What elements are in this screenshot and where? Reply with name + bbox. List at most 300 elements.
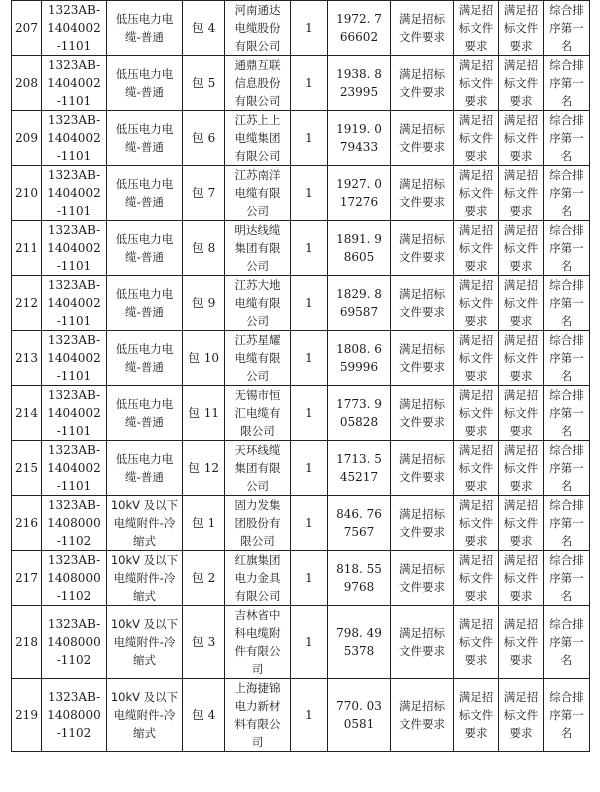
ranking-cell-line: 名 bbox=[560, 589, 573, 603]
item-name-cell-line: 低压电力电 bbox=[115, 232, 174, 246]
commercial-cell-line: 要求 bbox=[464, 259, 488, 273]
price-cell-line: 1927. 0 bbox=[336, 177, 382, 191]
item-name-cell-line: 低压电力电 bbox=[115, 12, 174, 26]
price-cell-line: 846. 76 bbox=[336, 507, 382, 521]
technical-cell bbox=[499, 276, 544, 331]
code-cell-line: 1404002 bbox=[47, 241, 101, 255]
seq-cell: 212 bbox=[12, 276, 42, 331]
quantity-cell: 1 bbox=[291, 221, 328, 276]
ranking-cell-line: 名 bbox=[560, 314, 573, 328]
code-cell bbox=[42, 221, 107, 276]
ranking-cell bbox=[544, 166, 590, 221]
price-cell-line: 05828 bbox=[339, 415, 379, 429]
code-cell bbox=[42, 606, 107, 679]
code-cell-line: -1101 bbox=[56, 149, 92, 163]
qualification-cell bbox=[391, 56, 454, 111]
item-name-cell-line: 10kV 及以下 bbox=[110, 553, 179, 567]
technical-cell-line: 要求 bbox=[509, 534, 533, 548]
company-cell-line: 汇电缆有 bbox=[234, 406, 281, 420]
company-cell-line: 有限公司 bbox=[234, 149, 281, 163]
commercial-cell bbox=[454, 441, 499, 496]
quantity-cell: 1 bbox=[291, 166, 328, 221]
qualification-cell-line: 文件要求 bbox=[399, 195, 445, 209]
item-name-cell-line: 低压电力电 bbox=[115, 342, 174, 356]
commercial-cell-line: 标文件 bbox=[458, 351, 494, 365]
company-cell-line: 集团有限 bbox=[234, 241, 281, 255]
ranking-cell-line: 序第一 bbox=[549, 351, 584, 365]
commercial-cell-line: 标文件 bbox=[458, 635, 494, 649]
code-cell-line: 1323AB- bbox=[47, 113, 101, 127]
commercial-cell bbox=[454, 679, 499, 752]
table-row bbox=[12, 111, 590, 166]
technical-cell-line: 满足招 bbox=[503, 333, 539, 347]
commercial-cell-line: 要求 bbox=[464, 589, 488, 603]
qualification-cell-line: 满足招标 bbox=[399, 699, 445, 713]
code-cell-line: 1323AB- bbox=[47, 690, 101, 704]
technical-cell bbox=[499, 679, 544, 752]
package-cell: 包 4 bbox=[183, 679, 225, 752]
quantity-cell: 1 bbox=[291, 1, 328, 56]
code-cell-line: 1323AB- bbox=[47, 443, 101, 457]
qualification-cell-line: 文件要求 bbox=[399, 250, 445, 264]
qualification-cell-line: 满足招标 bbox=[399, 232, 445, 246]
seq-cell: 215 bbox=[12, 441, 42, 496]
qualification-cell-line: 文件要求 bbox=[399, 30, 445, 44]
company-cell-line: 科电缆附 bbox=[234, 626, 281, 640]
ranking-cell-line: 综合排 bbox=[549, 690, 584, 704]
technical-cell-line: 满足招 bbox=[503, 223, 539, 237]
price-cell-line: 1938. 8 bbox=[336, 67, 382, 81]
ranking-cell-line: 综合排 bbox=[549, 278, 584, 292]
code-cell-line: 1323AB- bbox=[47, 333, 101, 347]
ranking-cell-line: 综合排 bbox=[549, 498, 584, 512]
code-cell-line: 1404002 bbox=[47, 296, 101, 310]
code-cell bbox=[42, 496, 107, 551]
ranking-cell bbox=[544, 679, 590, 752]
code-cell-line: 1408000 bbox=[47, 516, 101, 530]
technical-cell-line: 标文件 bbox=[503, 516, 539, 530]
company-cell bbox=[225, 1, 291, 56]
company-cell-line: 有限公司 bbox=[234, 589, 281, 603]
technical-cell-line: 满足招 bbox=[503, 498, 539, 512]
commercial-cell-line: 标文件 bbox=[458, 296, 494, 310]
quantity-cell: 1 bbox=[291, 496, 328, 551]
company-cell bbox=[225, 111, 291, 166]
item-name-cell-line: 缆-普通 bbox=[125, 140, 164, 154]
technical-cell-line: 标文件 bbox=[503, 635, 539, 649]
package-cell: 包 4 bbox=[183, 1, 225, 56]
company-cell-line: 料有限公 bbox=[234, 717, 281, 731]
item-name-cell bbox=[107, 679, 183, 752]
qualification-cell-line: 满足招标 bbox=[399, 507, 445, 521]
item-name-cell bbox=[107, 221, 183, 276]
ranking-cell-line: 名 bbox=[560, 726, 573, 740]
ranking-cell-line: 综合排 bbox=[549, 58, 584, 72]
table-row bbox=[12, 1, 590, 56]
commercial-cell-line: 满足招 bbox=[458, 443, 494, 457]
price-cell bbox=[328, 679, 391, 752]
quantity-cell: 1 bbox=[291, 551, 328, 606]
technical-cell-line: 要求 bbox=[509, 424, 533, 438]
code-cell-line: -1101 bbox=[56, 369, 92, 383]
item-name-cell-line: 电缆附件-冷 bbox=[113, 708, 176, 722]
ranking-cell-line: 名 bbox=[560, 424, 573, 438]
item-name-cell-line: 缆-普通 bbox=[125, 85, 164, 99]
qualification-cell bbox=[391, 111, 454, 166]
table-row bbox=[12, 606, 590, 679]
item-name-cell bbox=[107, 331, 183, 386]
company-cell bbox=[225, 386, 291, 441]
code-cell-line: 1404002 bbox=[47, 186, 101, 200]
technical-cell bbox=[499, 496, 544, 551]
ranking-cell-line: 序第一 bbox=[549, 571, 584, 585]
code-cell bbox=[42, 386, 107, 441]
commercial-cell-line: 要求 bbox=[464, 94, 488, 108]
price-cell-line: 9768 bbox=[343, 580, 375, 594]
commercial-cell-line: 标文件 bbox=[458, 571, 494, 585]
qualification-cell-line: 文件要求 bbox=[399, 580, 445, 594]
item-name-cell-line: 低压电力电 bbox=[115, 122, 174, 136]
technical-cell-line: 满足招 bbox=[503, 617, 539, 631]
commercial-cell bbox=[454, 56, 499, 111]
commercial-cell-line: 满足招 bbox=[458, 690, 494, 704]
commercial-cell bbox=[454, 386, 499, 441]
ranking-cell-line: 序第一 bbox=[549, 186, 584, 200]
code-cell-line: 1404002 bbox=[47, 406, 101, 420]
code-cell-line: 1323AB- bbox=[47, 3, 101, 17]
price-cell-line: 7567 bbox=[343, 525, 375, 539]
package-cell: 包 10 bbox=[183, 331, 225, 386]
price-cell-line: 69587 bbox=[339, 305, 379, 319]
item-name-cell-line: 低压电力电 bbox=[115, 287, 174, 301]
commercial-cell-line: 标文件 bbox=[458, 21, 494, 35]
seq-cell: 213 bbox=[12, 331, 42, 386]
qualification-cell-line: 文件要求 bbox=[399, 140, 445, 154]
ranking-cell-line: 名 bbox=[560, 534, 573, 548]
seq-cell: 218 bbox=[12, 606, 42, 679]
technical-cell-line: 要求 bbox=[509, 314, 533, 328]
code-cell bbox=[42, 1, 107, 56]
price-cell bbox=[328, 606, 391, 679]
company-cell-line: 电力金具 bbox=[234, 571, 281, 585]
package-cell: 包 11 bbox=[183, 386, 225, 441]
qualification-cell bbox=[391, 166, 454, 221]
company-cell-line: 河南通达 bbox=[234, 3, 281, 17]
qualification-cell-line: 满足招标 bbox=[399, 122, 445, 136]
package-cell: 包 1 bbox=[183, 496, 225, 551]
company-cell-line: 限公司 bbox=[240, 424, 275, 438]
technical-cell-line: 标文件 bbox=[503, 241, 539, 255]
technical-cell-line: 标文件 bbox=[503, 76, 539, 90]
code-cell-line: -1102 bbox=[56, 589, 92, 603]
commercial-cell bbox=[454, 551, 499, 606]
ranking-cell bbox=[544, 441, 590, 496]
code-cell-line: 1323AB- bbox=[47, 168, 101, 182]
package-cell: 包 12 bbox=[183, 441, 225, 496]
commercial-cell-line: 满足招 bbox=[458, 553, 494, 567]
company-cell-line: 电力新材 bbox=[234, 699, 281, 713]
code-cell-line: -1101 bbox=[56, 259, 92, 273]
company-cell-line: 上海捷锦 bbox=[234, 681, 281, 695]
qualification-cell bbox=[391, 679, 454, 752]
item-name-cell bbox=[107, 386, 183, 441]
company-cell-line: 吉林省中 bbox=[234, 608, 281, 622]
company-cell-line: 司 bbox=[251, 662, 264, 676]
ranking-cell-line: 序第一 bbox=[549, 516, 584, 530]
qualification-cell bbox=[391, 606, 454, 679]
commercial-cell-line: 满足招 bbox=[458, 168, 494, 182]
commercial-cell-line: 满足招 bbox=[458, 278, 494, 292]
price-cell bbox=[328, 386, 391, 441]
company-cell-line: 司 bbox=[251, 735, 264, 749]
code-cell bbox=[42, 551, 107, 606]
technical-cell bbox=[499, 1, 544, 56]
commercial-cell-line: 满足招 bbox=[458, 388, 494, 402]
price-cell-line: 818. 55 bbox=[336, 562, 382, 576]
code-cell-line: 1323AB- bbox=[47, 498, 101, 512]
code-cell-line: -1102 bbox=[56, 653, 92, 667]
technical-cell-line: 满足招 bbox=[503, 168, 539, 182]
commercial-cell-line: 满足招 bbox=[458, 58, 494, 72]
code-cell-line: 1408000 bbox=[47, 635, 101, 649]
seq-cell: 214 bbox=[12, 386, 42, 441]
quantity-cell: 1 bbox=[291, 679, 328, 752]
item-name-cell-line: 电缆附件-冷 bbox=[113, 635, 176, 649]
package-cell: 包 8 bbox=[183, 221, 225, 276]
qualification-cell-line: 满足招标 bbox=[399, 562, 445, 576]
company-cell-line: 电缆集团 bbox=[234, 131, 281, 145]
technical-cell bbox=[499, 441, 544, 496]
company-cell-line: 集团有限 bbox=[234, 461, 281, 475]
company-cell-line: 红旗集团 bbox=[234, 553, 281, 567]
table-row bbox=[12, 496, 590, 551]
technical-cell-line: 标文件 bbox=[503, 21, 539, 35]
price-cell bbox=[328, 551, 391, 606]
commercial-cell bbox=[454, 331, 499, 386]
table-row bbox=[12, 551, 590, 606]
technical-cell-line: 标文件 bbox=[503, 406, 539, 420]
commercial-cell bbox=[454, 221, 499, 276]
ranking-cell-line: 序第一 bbox=[549, 461, 584, 475]
company-cell-line: 公司 bbox=[246, 204, 269, 218]
company-cell-line: 江苏南洋 bbox=[234, 168, 281, 182]
code-cell-line: -1101 bbox=[56, 424, 92, 438]
qualification-cell-line: 文件要求 bbox=[399, 305, 445, 319]
commercial-cell bbox=[454, 276, 499, 331]
code-cell-line: -1101 bbox=[56, 39, 92, 53]
company-cell-line: 公司 bbox=[246, 259, 269, 273]
price-cell bbox=[328, 56, 391, 111]
ranking-cell-line: 序第一 bbox=[549, 76, 584, 90]
seq-cell: 208 bbox=[12, 56, 42, 111]
qualification-cell bbox=[391, 441, 454, 496]
price-cell-line: 1972. 7 bbox=[336, 12, 382, 26]
company-cell-line: 团股份有 bbox=[234, 516, 281, 530]
code-cell bbox=[42, 276, 107, 331]
price-cell-line: 1919. 0 bbox=[336, 122, 382, 136]
ranking-cell-line: 序第一 bbox=[549, 296, 584, 310]
technical-cell-line: 要求 bbox=[509, 726, 533, 740]
item-name-cell-line: 缆-普通 bbox=[125, 360, 164, 374]
commercial-cell-line: 标文件 bbox=[458, 461, 494, 475]
item-name-cell-line: 缆-普通 bbox=[125, 470, 164, 484]
code-cell bbox=[42, 331, 107, 386]
commercial-cell-line: 满足招 bbox=[458, 113, 494, 127]
item-name-cell bbox=[107, 111, 183, 166]
commercial-cell-line: 要求 bbox=[464, 369, 488, 383]
company-cell bbox=[225, 166, 291, 221]
qualification-cell-line: 满足招标 bbox=[399, 287, 445, 301]
technical-cell-line: 标文件 bbox=[503, 186, 539, 200]
code-cell bbox=[42, 679, 107, 752]
commercial-cell-line: 满足招 bbox=[458, 333, 494, 347]
price-cell-line: 1713. 5 bbox=[336, 452, 382, 466]
commercial-cell-line: 要求 bbox=[464, 39, 488, 53]
technical-cell-line: 要求 bbox=[509, 259, 533, 273]
company-cell-line: 无锡市恒 bbox=[234, 388, 281, 402]
technical-cell-line: 标文件 bbox=[503, 571, 539, 585]
price-cell-line: 798. 49 bbox=[336, 626, 382, 640]
company-cell-line: 件有限公 bbox=[234, 644, 281, 658]
table-row bbox=[12, 441, 590, 496]
ranking-cell-line: 序第一 bbox=[549, 131, 584, 145]
quantity-cell: 1 bbox=[291, 386, 328, 441]
commercial-cell-line: 标文件 bbox=[458, 516, 494, 530]
table-body bbox=[12, 1, 590, 752]
seq-cell: 217 bbox=[12, 551, 42, 606]
code-cell-line: 1408000 bbox=[47, 708, 101, 722]
ranking-cell-line: 名 bbox=[560, 479, 573, 493]
commercial-cell-line: 要求 bbox=[464, 479, 488, 493]
company-cell-line: 江苏上上 bbox=[234, 113, 281, 127]
seq-cell: 219 bbox=[12, 679, 42, 752]
company-cell bbox=[225, 496, 291, 551]
technical-cell bbox=[499, 331, 544, 386]
ranking-cell bbox=[544, 1, 590, 56]
ranking-cell bbox=[544, 111, 590, 166]
ranking-cell bbox=[544, 331, 590, 386]
code-cell-line: 1323AB- bbox=[47, 617, 101, 631]
ranking-cell-line: 序第一 bbox=[549, 21, 584, 35]
seq-cell: 216 bbox=[12, 496, 42, 551]
ranking-cell-line: 序第一 bbox=[549, 406, 584, 420]
ranking-cell-line: 名 bbox=[560, 259, 573, 273]
seq-cell: 209 bbox=[12, 111, 42, 166]
company-cell-line: 公司 bbox=[246, 314, 269, 328]
company-cell bbox=[225, 276, 291, 331]
qualification-cell bbox=[391, 386, 454, 441]
table-row bbox=[12, 221, 590, 276]
technical-cell-line: 满足招 bbox=[503, 58, 539, 72]
price-cell bbox=[328, 111, 391, 166]
qualification-cell-line: 满足招标 bbox=[399, 67, 445, 81]
company-cell bbox=[225, 606, 291, 679]
item-name-cell-line: 缩式 bbox=[133, 653, 156, 667]
code-cell-line: 1323AB- bbox=[47, 58, 101, 72]
price-cell-line: 1891. 9 bbox=[336, 232, 382, 246]
technical-cell-line: 要求 bbox=[509, 149, 533, 163]
commercial-cell-line: 要求 bbox=[464, 314, 488, 328]
quantity-cell: 1 bbox=[291, 111, 328, 166]
commercial-cell-line: 满足招 bbox=[458, 3, 494, 17]
bid-results-table bbox=[11, 0, 590, 752]
item-name-cell-line: 低压电力电 bbox=[115, 452, 174, 466]
code-cell-line: 1323AB- bbox=[47, 278, 101, 292]
ranking-cell bbox=[544, 386, 590, 441]
price-cell bbox=[328, 276, 391, 331]
package-cell: 包 2 bbox=[183, 551, 225, 606]
price-cell bbox=[328, 496, 391, 551]
item-name-cell bbox=[107, 441, 183, 496]
code-cell bbox=[42, 166, 107, 221]
ranking-cell bbox=[544, 56, 590, 111]
quantity-cell: 1 bbox=[291, 331, 328, 386]
technical-cell bbox=[499, 551, 544, 606]
ranking-cell-line: 名 bbox=[560, 369, 573, 383]
qualification-cell bbox=[391, 551, 454, 606]
commercial-cell-line: 满足招 bbox=[458, 223, 494, 237]
qualification-cell-line: 文件要求 bbox=[399, 415, 445, 429]
commercial-cell-line: 标文件 bbox=[458, 708, 494, 722]
technical-cell bbox=[499, 56, 544, 111]
ranking-cell-line: 名 bbox=[560, 94, 573, 108]
table-row bbox=[12, 166, 590, 221]
item-name-cell-line: 缆-普通 bbox=[125, 195, 164, 209]
qualification-cell-line: 文件要求 bbox=[399, 717, 445, 731]
item-name-cell-line: 缩式 bbox=[133, 589, 156, 603]
item-name-cell-line: 10kV 及以下 bbox=[110, 690, 179, 704]
price-cell-line: 1773. 9 bbox=[336, 397, 382, 411]
table-row bbox=[12, 331, 590, 386]
item-name-cell-line: 缆-普通 bbox=[125, 305, 164, 319]
commercial-cell-line: 要求 bbox=[464, 534, 488, 548]
commercial-cell-line: 要求 bbox=[464, 204, 488, 218]
commercial-cell-line: 标文件 bbox=[458, 131, 494, 145]
company-cell bbox=[225, 679, 291, 752]
table-row bbox=[12, 276, 590, 331]
technical-cell-line: 标文件 bbox=[503, 461, 539, 475]
commercial-cell bbox=[454, 1, 499, 56]
price-cell bbox=[328, 166, 391, 221]
price-cell-line: 23995 bbox=[339, 85, 379, 99]
code-cell-line: 1404002 bbox=[47, 76, 101, 90]
table-row bbox=[12, 386, 590, 441]
code-cell bbox=[42, 111, 107, 166]
code-cell-line: -1101 bbox=[56, 479, 92, 493]
item-name-cell-line: 低压电力电 bbox=[115, 177, 174, 191]
commercial-cell bbox=[454, 166, 499, 221]
technical-cell-line: 满足招 bbox=[503, 443, 539, 457]
commercial-cell-line: 要求 bbox=[464, 726, 488, 740]
code-cell-line: 1323AB- bbox=[47, 223, 101, 237]
ranking-cell-line: 综合排 bbox=[549, 3, 584, 17]
code-cell-line: 1404002 bbox=[47, 461, 101, 475]
commercial-cell-line: 满足招 bbox=[458, 617, 494, 631]
commercial-cell-line: 要求 bbox=[464, 149, 488, 163]
company-cell bbox=[225, 551, 291, 606]
ranking-cell-line: 序第一 bbox=[549, 635, 584, 649]
technical-cell bbox=[499, 166, 544, 221]
package-cell: 包 3 bbox=[183, 606, 225, 679]
item-name-cell-line: 缆-普通 bbox=[125, 250, 164, 264]
code-cell-line: 1408000 bbox=[47, 571, 101, 585]
commercial-cell-line: 标文件 bbox=[458, 76, 494, 90]
table-row bbox=[12, 679, 590, 752]
company-cell-line: 电缆有限 bbox=[234, 186, 281, 200]
ranking-cell bbox=[544, 496, 590, 551]
qualification-cell-line: 文件要求 bbox=[399, 525, 445, 539]
company-cell-line: 明达线缆 bbox=[234, 223, 281, 237]
